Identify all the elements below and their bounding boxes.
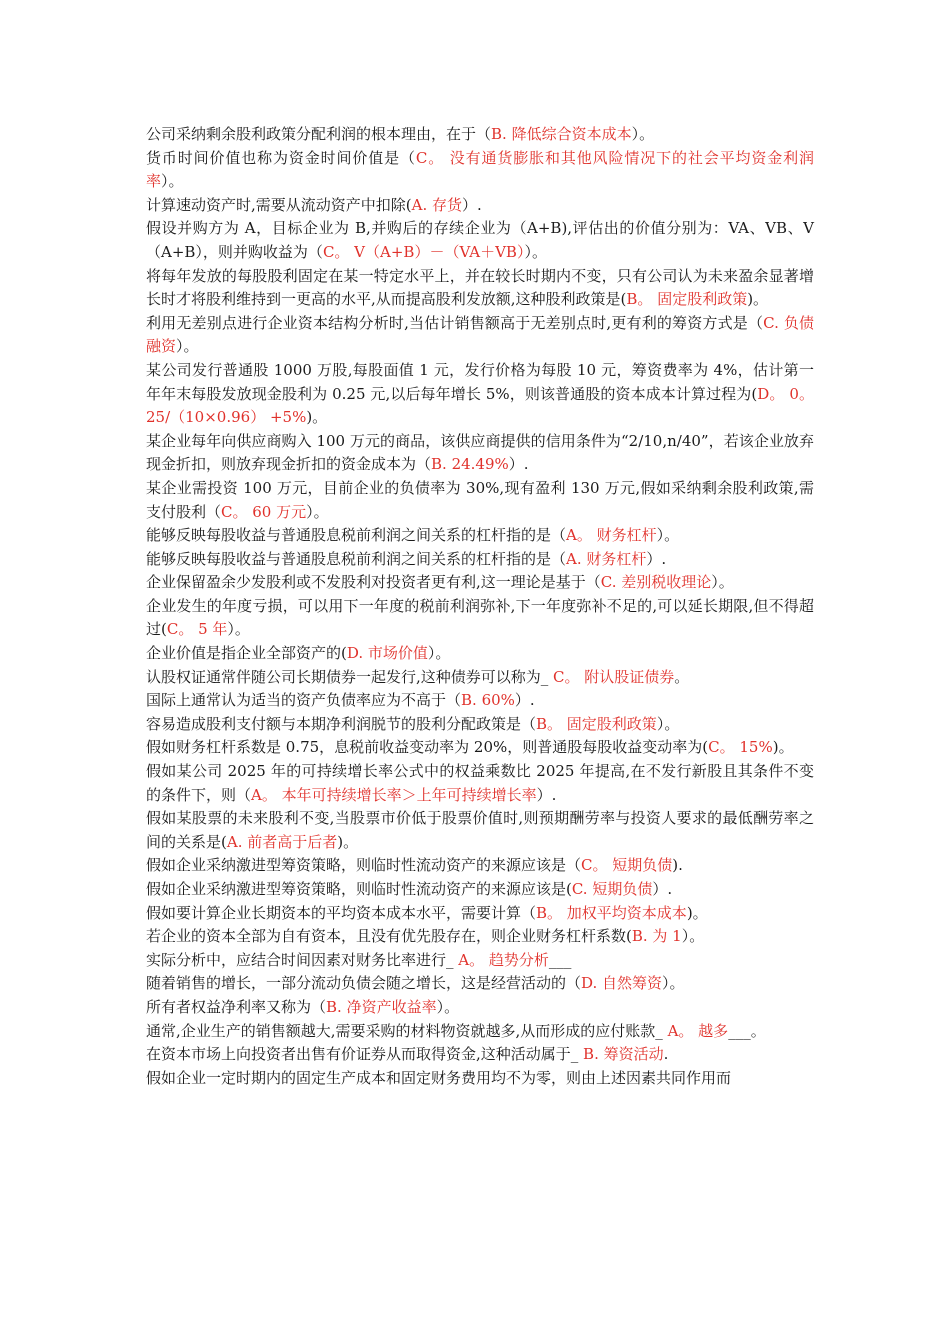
- answer-text: C。 15%: [708, 738, 773, 757]
- question-item: [146, 359, 814, 430]
- question-item: [146, 878, 814, 902]
- question-text: 假如企业一定时期内的固定生产成本和固定财务费用均不为零，则由上述因素共同作用而: [146, 1068, 732, 1087]
- question-item: [146, 548, 814, 572]
- question-item: [146, 972, 814, 996]
- question-text: 容易造成股利支付额与本期净利润脱节的股利分配政策是（: [146, 714, 537, 733]
- question-item: [146, 1043, 814, 1067]
- question-end: ）。: [161, 172, 184, 191]
- question-end: )。: [772, 738, 794, 757]
- answer-text: D. 自然筹资: [581, 974, 663, 993]
- question-list: [146, 123, 814, 1090]
- question-end: ）.: [652, 880, 673, 898]
- question-text: 将每年发放的每股股利固定在某一特定水平上，并在较长时期内不变，只有公司认为未来盈余显著增长时才将股利维持到一更高的水平,从而提高股利发放额,这种股利政策是(: [146, 266, 814, 309]
- question-end: ).: [672, 856, 683, 875]
- question-text: 假设并购方为 A，目标企业为 B,并购后的存续企业为（A+B),评估出的价值分别为：VA、VB、V（A+B），则并购收益为（: [146, 219, 814, 261]
- question-end: ）。: [656, 526, 680, 545]
- question-text: 随着销售的增长，一部分流动负债会随之增长，这是经营活动的（: [146, 974, 582, 993]
- question-text: 若企业的资本全部为自有资本，且没有优先股存在，则企业财务杠杆系数(: [146, 927, 632, 946]
- question-item: [146, 854, 814, 878]
- question-text: 实际分析中，应结合时间因素对财务比率进行_: [146, 950, 459, 969]
- question-end: .: [663, 1045, 669, 1064]
- answer-text: A。 本年可持续增长率＞上年可持续增长率: [251, 785, 537, 804]
- question-item: [146, 902, 814, 926]
- answer-text: D. 市场价值: [346, 644, 428, 663]
- question-end: ）。: [524, 242, 547, 261]
- question-item: [146, 807, 814, 854]
- question-end: ）。: [427, 644, 451, 663]
- question-item: [146, 595, 814, 642]
- question-item: [146, 312, 814, 359]
- question-end: ）.: [536, 785, 557, 804]
- question-item: [146, 736, 814, 760]
- question-text: 计算速动资产时,需要从流动资产中扣除(: [146, 195, 412, 214]
- answer-text: C. 负债融资: [146, 313, 814, 356]
- answer-text: B. 净资产收益率: [326, 997, 437, 1016]
- question-end: ）。: [306, 502, 329, 521]
- question-end: ___。: [728, 1021, 766, 1040]
- answer-text: B. 60%: [461, 691, 515, 710]
- question-text: 货币时间价值也称为资金时间价值是（: [146, 148, 416, 167]
- answer-text: A。 财务杠杆: [566, 526, 657, 545]
- question-end: ）.: [462, 195, 482, 214]
- question-text: 假如财务杠杆系数是 0.75，息税前收益变动率为 20%，则普通股每股收益变动率为(: [146, 738, 709, 757]
- question-end: ___: [548, 950, 572, 969]
- question-text: 认股权证通常伴随公司长期债券一起发行,这种债券可以称为_: [146, 667, 554, 686]
- question-item: [146, 666, 814, 690]
- question-item: [146, 760, 814, 807]
- answer-text: C. 短期负债: [571, 880, 653, 898]
- answer-text: A。 趋势分析: [458, 950, 549, 969]
- question-end: ）。: [436, 997, 460, 1016]
- answer-text: B. 降低综合资本成本: [491, 125, 632, 143]
- question-end: )。: [337, 832, 359, 851]
- question-item: [146, 147, 814, 194]
- question-text: 所有者权益净利率又称为（: [146, 997, 327, 1016]
- question-item: [146, 689, 814, 713]
- question-end: ）。: [681, 927, 705, 946]
- question-text: 企业价值是指企业全部资产的(: [146, 644, 347, 663]
- question-end: )。: [686, 903, 708, 922]
- answer-text: A. 财务杠杆: [566, 549, 647, 568]
- question-text: 假如企业采纳激进型筹资策略，则临时性流动资产的来源应该是（: [146, 856, 582, 875]
- question-end: ）。: [662, 974, 685, 993]
- question-text: 能够反映每股收益与普通股息税前利润之间关系的杠杆指的是（: [146, 526, 567, 545]
- question-item: [146, 217, 814, 264]
- answer-text: B。 固定股利政策: [536, 714, 657, 733]
- question-end: ）。: [631, 125, 655, 143]
- answer-text: C。 短期负债: [581, 856, 673, 875]
- question-text: 能够反映每股收益与普通股息税前利润之间关系的杠杆指的是（: [146, 549, 567, 568]
- answer-text: A。 越多: [667, 1021, 729, 1040]
- question-item: [146, 571, 814, 595]
- question-text: 企业保留盈余少发股利或不发股利对投资者更有利,这一理论是基于（: [146, 573, 601, 592]
- question-item: [146, 477, 814, 524]
- question-item: [146, 430, 814, 477]
- answer-text: B. 24.49%: [431, 455, 509, 474]
- question-text: 通常,企业生产的销售额越大,需要采购的材料物资就越多,从而形成的应付账款_: [146, 1021, 668, 1040]
- question-item: [146, 996, 814, 1020]
- answer-text: D。 0。25/（10×0.96） +5%: [146, 384, 815, 427]
- question-end: ）.: [508, 455, 529, 474]
- question-item: [146, 1020, 814, 1044]
- answer-text: C。 60 万元: [221, 502, 307, 521]
- question-text: 在资本市场上向投资者出售有价证券从而取得资金,这种活动属于_: [146, 1045, 584, 1064]
- question-item: [146, 194, 814, 218]
- question-text: 假如要计算企业长期资本的平均资本成本水平，需要计算（: [146, 903, 537, 922]
- answer-text: C. 差别税收理论: [600, 573, 712, 592]
- question-end: )。: [747, 290, 769, 309]
- question-item: [146, 1067, 814, 1091]
- answer-text: B. 筹资活动: [583, 1045, 664, 1064]
- question-item: [146, 713, 814, 737]
- answer-text: C。 没有通货膨胀和其他风险情况下的社会平均资金利润率: [146, 148, 814, 191]
- question-end: ）。: [656, 714, 680, 733]
- answer-text: C。 V（A+B）－（VA＋VB）: [322, 242, 525, 261]
- question-text: 企业发生的年度亏损，可以用下一年度的税前利润弥补,下一年度弥补不足的,可以延长期限,但不得超过(: [146, 596, 814, 639]
- question-end: ）.: [514, 691, 535, 710]
- question-text: 假如某股票的未来股利不变,当股票市价低于股票价值时,则预期酬劳率与投资人要求的最低酬劳率之间的关系是(: [146, 809, 814, 851]
- question-end: 。: [674, 667, 690, 686]
- question-end: ）.: [646, 549, 667, 568]
- question-text: 某企业每年向供应商购入 100 万元的商品，该供应商提供的信用条件为“2/10,n/40”，若该企业放弃现金折扣，则放弃现金折扣的资金成本为（: [146, 431, 814, 474]
- answer-text: B. 为 1: [631, 927, 682, 946]
- question-item: [146, 949, 814, 973]
- question-item: [146, 925, 814, 949]
- answer-text: A. 前者高于后者: [226, 832, 338, 851]
- answer-text: B。 固定股利政策: [626, 290, 748, 309]
- answer-text: C。 附认股证债券: [553, 667, 675, 686]
- question-item: [146, 524, 814, 548]
- question-end: ）。: [176, 337, 199, 356]
- question-text: 利用无差别点进行企业资本结构分析时,当估计销售额高于无差别点时,更有利的筹资方式是（: [146, 313, 764, 332]
- question-text: 国际上通常认为适当的资产负债率应为不高于（: [146, 691, 462, 710]
- question-text: 假如企业采纳激进型筹资策略，则临时性流动资产的来源应该是(: [146, 880, 572, 898]
- question-end: )。: [306, 408, 328, 427]
- question-text: 假如某公司 2025 年的可持续增长率公式中的权益乘数比 2025 年提高,在不发行新股且其条件不变的条件下，则（: [146, 762, 814, 804]
- question-item: [146, 642, 814, 666]
- answer-text: A. 存货: [411, 195, 462, 214]
- question-end: ）。: [711, 573, 734, 592]
- answer-text: C。 5 年: [166, 620, 228, 639]
- answer-text: B。 加权平均资本成本: [536, 903, 687, 922]
- question-text: 某企业需投资 100 万元，目前企业的负债率为 30%,现有盈利 130 万元,假如采纳剩余股利政策,需支付股利（: [146, 478, 814, 521]
- question-text: 某公司发行普通股 1000 万股,每股面值 1 元，发行价格为每股 10 元，筹资费率为 4%，估计第一年年末每股发放现金股利为 0.25 元,以后每年增长 5%，则该普通股的资本成本计算过程为(: [146, 360, 814, 403]
- question-item: [146, 265, 814, 312]
- question-text: 公司采纳剩余股利政策分配利润的根本理由，在于（: [146, 125, 492, 143]
- question-item: [146, 123, 814, 147]
- question-end: ）。: [227, 620, 250, 639]
